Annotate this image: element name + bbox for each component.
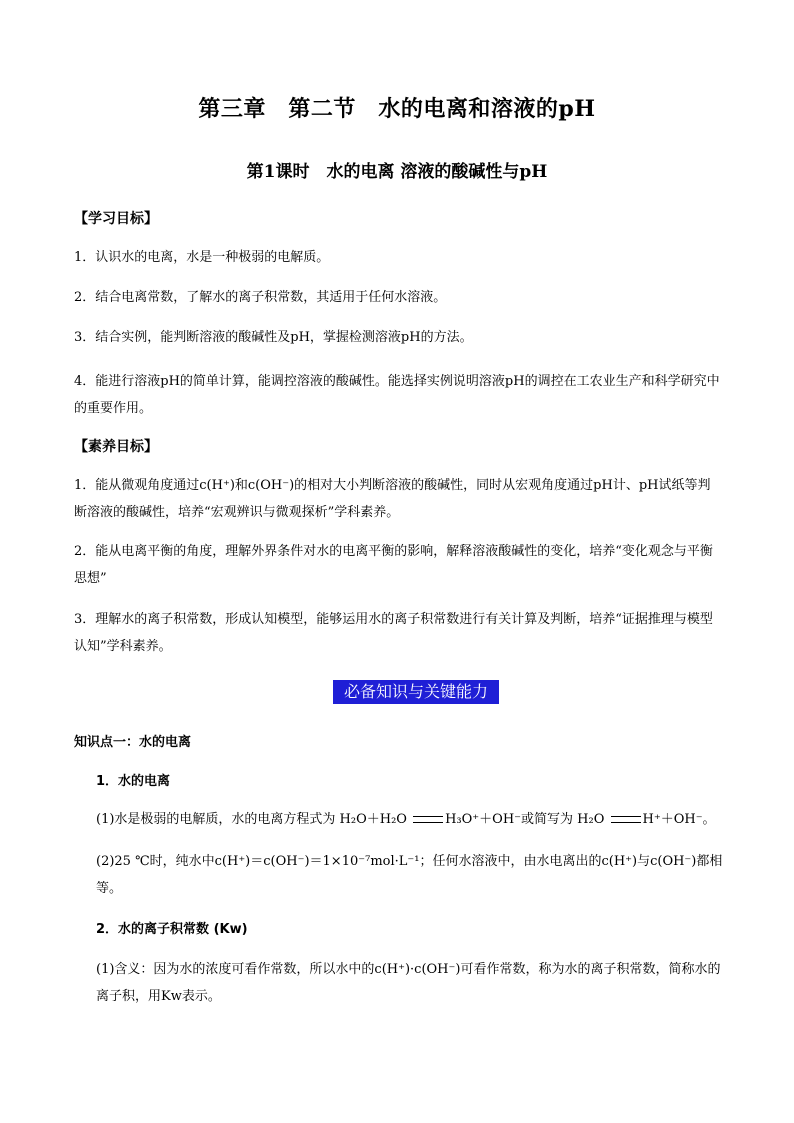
ion-product-definition-paragraph: (1)含义：因为水的浓度可看作常数，所以水中的c(H⁺)·c(OH⁻)可看作常数，称为水的离子积常数，简称水的离子积，用Kw表示。: [96, 962, 721, 1004]
literacy-goal-1: 1．能从微观角度通过c(H⁺)和c(OH⁻)的相对大小判断溶液的酸碱性，同时从宏观角度通过pH计、pH试纸等判断溶液的酸碱性，培养“宏观辨识与微观探析”学科素养。: [74, 478, 711, 520]
ion-product-heading: 2．水的离子积常数 (Kw): [96, 922, 248, 937]
literacy-goal-3: 3．理解水的离子积常数，形成认知模型，能够运用水的离子积常数进行有关计算及判断，培养“证据推理与模型认知”学科素养。: [74, 612, 713, 654]
knowledge-point-heading: 知识点一：水的电离: [74, 735, 192, 750]
chapter-title: 第三章 第二节 水的电离和溶液的pH: [198, 96, 596, 122]
literacy-goal-2: 2．能从电离平衡的角度，理解外界条件对水的电离平衡的影响，解释溶液酸碱性的变化，培养“变化观念与平衡思想”: [74, 544, 713, 586]
learning-goal-3: 3．结合实例，能判断溶液的酸碱性及pH，掌握检测溶液pH的方法。: [74, 330, 473, 345]
equation-text-part-2: H₃O⁺＋OH⁻或简写为 H₂O: [445, 812, 609, 827]
lesson-subtitle: 第1课时 水的电离 溶液的酸碱性与pH: [246, 162, 548, 182]
section-banner: 必备知识与关键能力: [333, 680, 499, 704]
learning-goal-4: 4．能进行溶液pH的简单计算，能调控溶液的酸碱性。能选择实例说明溶液pH的调控在工农业生产和科学研究中的重要作用。: [74, 374, 720, 416]
equation-text-part-3: H⁺＋OH⁻。: [642, 812, 716, 827]
reversible-arrow-icon: [611, 816, 641, 823]
learning-goals-heading: 【学习目标】: [74, 211, 158, 227]
reversible-arrow-icon: [413, 816, 443, 823]
ionization-equation-paragraph: [96, 806, 726, 833]
learning-goal-2: 2．结合电离常数，了解水的离子积常数，其适用于任何水溶液。: [74, 290, 447, 305]
pure-water-concentration-paragraph: (2)25 ℃时，纯水中c(H⁺)＝c(OH⁻)＝1×10⁻⁷mol·L⁻¹；任何水溶液中，由水电离出的c(H⁺)与c(OH⁻)都相等。: [96, 854, 723, 896]
water-ionization-heading: 1．水的电离: [96, 774, 171, 789]
learning-goal-1: 1．认识水的电离，水是一种极弱的电解质。: [74, 250, 330, 265]
literacy-goals-heading: 【素养目标】: [74, 439, 158, 455]
equation-text-part-1: (1)水是极弱的电解质，水的电离方程式为 H₂O＋H₂O: [96, 812, 412, 827]
